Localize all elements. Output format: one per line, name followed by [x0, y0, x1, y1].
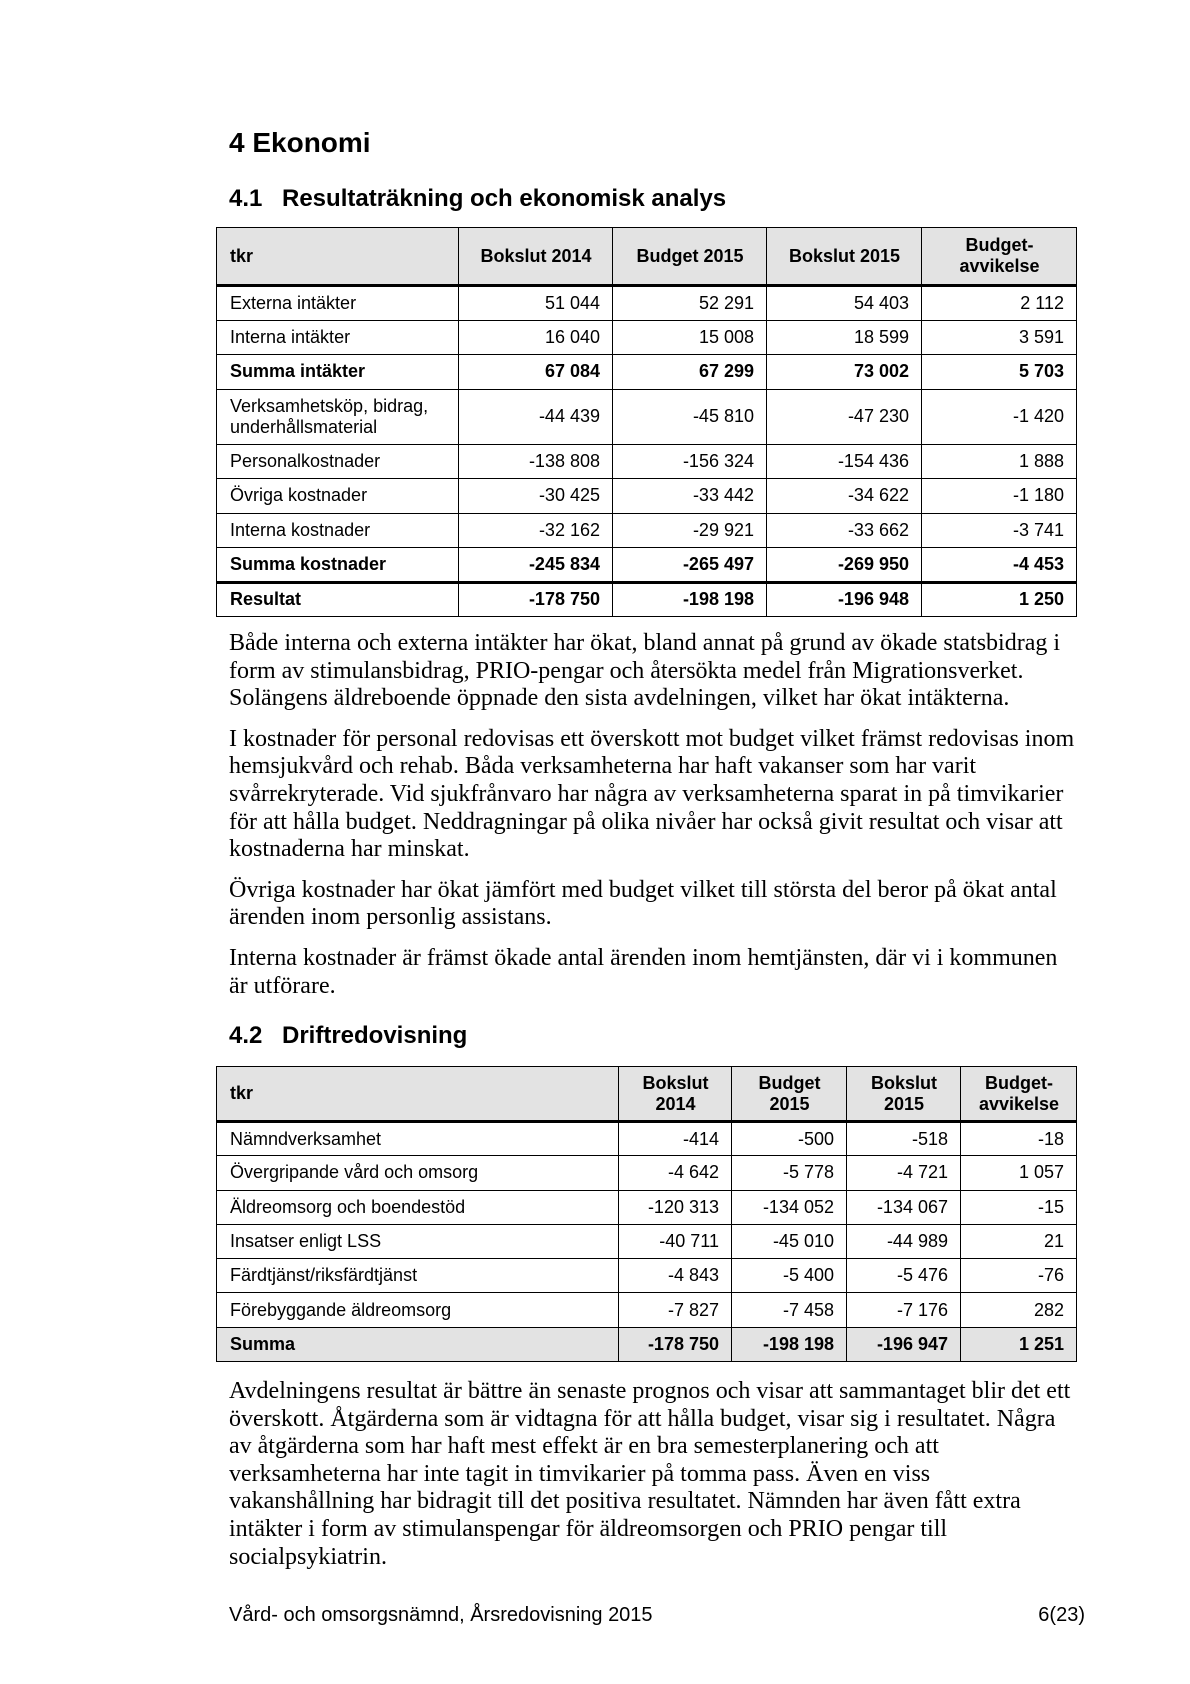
cell-value: -33 662: [767, 513, 922, 548]
cell-value: -196 948: [767, 582, 922, 617]
row-label: Färdtjänst/riksfärdtjänst: [217, 1259, 619, 1293]
row-label: Verksamhetsköp, bidrag, underhållsmaterial: [217, 389, 459, 444]
cell-value: -245 834: [459, 548, 613, 583]
cell-value: -29 921: [613, 513, 767, 548]
row-label: Interna kostnader: [217, 513, 459, 548]
section-title: Driftredovisning: [282, 1022, 468, 1049]
cell-value: -4 843: [619, 1259, 732, 1293]
cell-value: 51 044: [459, 286, 613, 321]
cell-value: -5 400: [732, 1259, 847, 1293]
cell-value: -45 810: [613, 389, 767, 444]
table-row: [217, 355, 1077, 390]
cell-value: 3 591: [922, 320, 1077, 355]
paragraph: [229, 1378, 1109, 1571]
text-line: kostnaderna har minskat.: [229, 836, 470, 863]
cell-value: -1 180: [922, 479, 1077, 514]
text-line: Övriga kostnader har ökat jämfört med budget vilket till största del beror på ökat antal: [229, 876, 1057, 903]
table-body: [217, 286, 1077, 617]
cell-value: -3 741: [922, 513, 1077, 548]
cell-value: -30 425: [459, 479, 613, 514]
table-header-row: [217, 228, 1077, 286]
cell-value: -33 442: [613, 479, 767, 514]
text-line: vakanshållning har bidragit till det positiva resultatet. Nämnden har även fått extra: [229, 1488, 1021, 1515]
row-label: Summa kostnader: [217, 548, 459, 583]
cell-value: -134 052: [732, 1190, 847, 1224]
table-row: [217, 389, 1077, 444]
cell-value: 18 599: [767, 320, 922, 355]
cell-value: 52 291: [613, 286, 767, 321]
income-statement-table: [216, 227, 1077, 617]
cell-value: 73 002: [767, 355, 922, 390]
page-number: 6(23): [1038, 1604, 1085, 1626]
table-row: [217, 1156, 1077, 1190]
cell-value: -265 497: [613, 548, 767, 583]
operations-text: [229, 1378, 1109, 1571]
table-row: [217, 1293, 1077, 1327]
row-label: Externa intäkter: [217, 286, 459, 321]
cell-value: 5 703: [922, 355, 1077, 390]
table-head: [217, 228, 1077, 286]
cell-value: -47 230: [767, 389, 922, 444]
column-header: Bokslut 2014: [619, 1067, 732, 1122]
section-title: Resultaträkning och ekonomisk analys: [282, 185, 727, 212]
table-row: [217, 286, 1077, 321]
cell-value: -500: [732, 1122, 847, 1156]
cell-value: -269 950: [767, 548, 922, 583]
cell-value: -7 176: [847, 1293, 961, 1327]
row-label: Förebyggande äldreomsorg: [217, 1293, 619, 1327]
chapter-heading: 4 Ekonomi: [229, 127, 371, 158]
analysis-text: [229, 630, 1109, 1000]
cell-value: 1 250: [922, 582, 1077, 617]
cell-value: -154 436: [767, 444, 922, 479]
text-line: Interna kostnader är främst ökade antal ärenden inom hemtjänsten, där vi i kommunen: [229, 944, 1058, 971]
cell-value: -7 827: [619, 1293, 732, 1327]
cell-value: -198 198: [732, 1327, 847, 1361]
cell-value: -34 622: [767, 479, 922, 514]
section-number: 4.2: [229, 1022, 263, 1049]
page-footer: [229, 1605, 1085, 1625]
cell-value: -40 711: [619, 1224, 732, 1258]
cell-value: 2 112: [922, 286, 1077, 321]
text-line: är utförare.: [229, 972, 336, 999]
text-line: hemsjukvård och rehab. Båda verksamheterna har haft vakanser som har varit: [229, 753, 977, 780]
cell-value: 67 299: [613, 355, 767, 390]
table-row: [217, 1327, 1077, 1361]
cell-value: 282: [961, 1293, 1077, 1327]
row-label: Övergripande vård och omsorg: [217, 1156, 619, 1190]
cell-value: -4 642: [619, 1156, 732, 1190]
column-header: Budget- avvikelse: [961, 1067, 1077, 1122]
column-header: Bokslut 2015: [767, 228, 922, 286]
row-label: Personalkostnader: [217, 444, 459, 479]
cell-value: -1 420: [922, 389, 1077, 444]
cell-value: -156 324: [613, 444, 767, 479]
column-header: Budget- avvikelse: [922, 228, 1077, 286]
row-label: Övriga kostnader: [217, 479, 459, 514]
text-line: intäkter i form av stimulanspengar för äldreomsorgen och PRIO pengar till: [229, 1515, 948, 1542]
cell-value: 1 888: [922, 444, 1077, 479]
row-label: Nämndverksamhet: [217, 1122, 619, 1156]
cell-value: -32 162: [459, 513, 613, 548]
table-row: [217, 1190, 1077, 1224]
cell-value: 54 403: [767, 286, 922, 321]
column-header: Bokslut 2015: [847, 1067, 961, 1122]
text-line: Solängens äldreboende öppnade den sista avdelningen, vilket har ökat intäkterna.: [229, 685, 1010, 712]
cell-value: -120 313: [619, 1190, 732, 1224]
cell-value: -414: [619, 1122, 732, 1156]
cell-value: -15: [961, 1190, 1077, 1224]
cell-value: -5 778: [732, 1156, 847, 1190]
cell-value: -138 808: [459, 444, 613, 479]
table-row: [217, 479, 1077, 514]
footer-document-title: Vård- och omsorgsnämnd, Årsredovisning 2015: [229, 1604, 653, 1626]
text-line: för att hålla budget. Neddragningar på olika nivåer har också givit resultat och visar att: [229, 808, 1063, 835]
cell-value: -44 989: [847, 1224, 961, 1258]
cell-value: -198 198: [613, 582, 767, 617]
paragraph: [229, 726, 1109, 864]
table-row: [217, 1122, 1077, 1156]
column-header: Budget 2015: [732, 1067, 847, 1122]
cell-value: -44 439: [459, 389, 613, 444]
paragraph: [229, 945, 1109, 1000]
section-heading-4-1: [229, 187, 929, 211]
row-label: Resultat: [217, 582, 459, 617]
table-head: [217, 1067, 1077, 1122]
cell-value: -178 750: [619, 1327, 732, 1361]
table-header-row: [217, 1067, 1077, 1122]
row-label: Insatser enligt LSS: [217, 1224, 619, 1258]
cell-value: -45 010: [732, 1224, 847, 1258]
unit-header: tkr: [217, 1067, 619, 1122]
unit-header: tkr: [217, 228, 459, 286]
cell-value: -4 453: [922, 548, 1077, 583]
cell-value: -178 750: [459, 582, 613, 617]
table-row: [217, 320, 1077, 355]
column-header: Bokslut 2014: [459, 228, 613, 286]
table-row: [217, 582, 1077, 617]
cell-value: 15 008: [613, 320, 767, 355]
text-line: ärenden inom personlig assistans.: [229, 904, 552, 931]
column-header: Budget 2015: [613, 228, 767, 286]
section-heading-4-2: [229, 1024, 929, 1048]
cell-value: -7 458: [732, 1293, 847, 1327]
text-line: I kostnader för personal redovisas ett överskott mot budget vilket främst redovisas inom: [229, 725, 1075, 752]
text-line: överskott. Åtgärderna som är vidtagna för att hålla budget, visar sig i resultatet. Några: [229, 1405, 1056, 1432]
cell-value: 67 084: [459, 355, 613, 390]
text-line: svårrekryterade. Vid sjukfrånvaro har några av verksamheterna sparat in på timvikarier: [229, 780, 1064, 807]
row-label: Summa intäkter: [217, 355, 459, 390]
cell-value: -518: [847, 1122, 961, 1156]
table-body: [217, 1122, 1077, 1362]
text-line: form av stimulansbidrag, PRIO-pengar och återsökta medel från Migrationsverket.: [229, 657, 1024, 684]
table-row: [217, 513, 1077, 548]
cell-value: -18: [961, 1122, 1077, 1156]
cell-value: 1 057: [961, 1156, 1077, 1190]
cell-value: -5 476: [847, 1259, 961, 1293]
table-row: [217, 548, 1077, 583]
text-line: Avdelningens resultat är bättre än senaste prognos och visar att sammantaget blir det ett: [229, 1378, 1071, 1404]
cell-value: -134 067: [847, 1190, 961, 1224]
table-row: [217, 1224, 1077, 1258]
cell-value: -196 947: [847, 1327, 961, 1361]
cell-value: -76: [961, 1259, 1077, 1293]
row-label: Summa: [217, 1327, 619, 1361]
text-line: av åtgärderna som har haft mest effekt är en bra semesterplanering och att: [229, 1433, 939, 1460]
operations-table: [216, 1066, 1077, 1362]
paragraph: [229, 630, 1109, 713]
text-line: socialpsykiatrin.: [229, 1543, 387, 1570]
text-line: Både interna och externa intäkter har ökat, bland annat på grund av ökade statsbidrag i: [229, 630, 1061, 656]
row-label: Äldreomsorg och boendestöd: [217, 1190, 619, 1224]
cell-value: 16 040: [459, 320, 613, 355]
row-label: Interna intäkter: [217, 320, 459, 355]
table-row: [217, 444, 1077, 479]
paragraph: [229, 877, 1109, 932]
cell-value: -4 721: [847, 1156, 961, 1190]
cell-value: 1 251: [961, 1327, 1077, 1361]
section-number: 4.1: [229, 185, 263, 212]
cell-value: 21: [961, 1224, 1077, 1258]
text-line: verksamheterna har inte tagit in timvikarier på tomma pass. Även en viss: [229, 1460, 931, 1487]
table-row: [217, 1259, 1077, 1293]
